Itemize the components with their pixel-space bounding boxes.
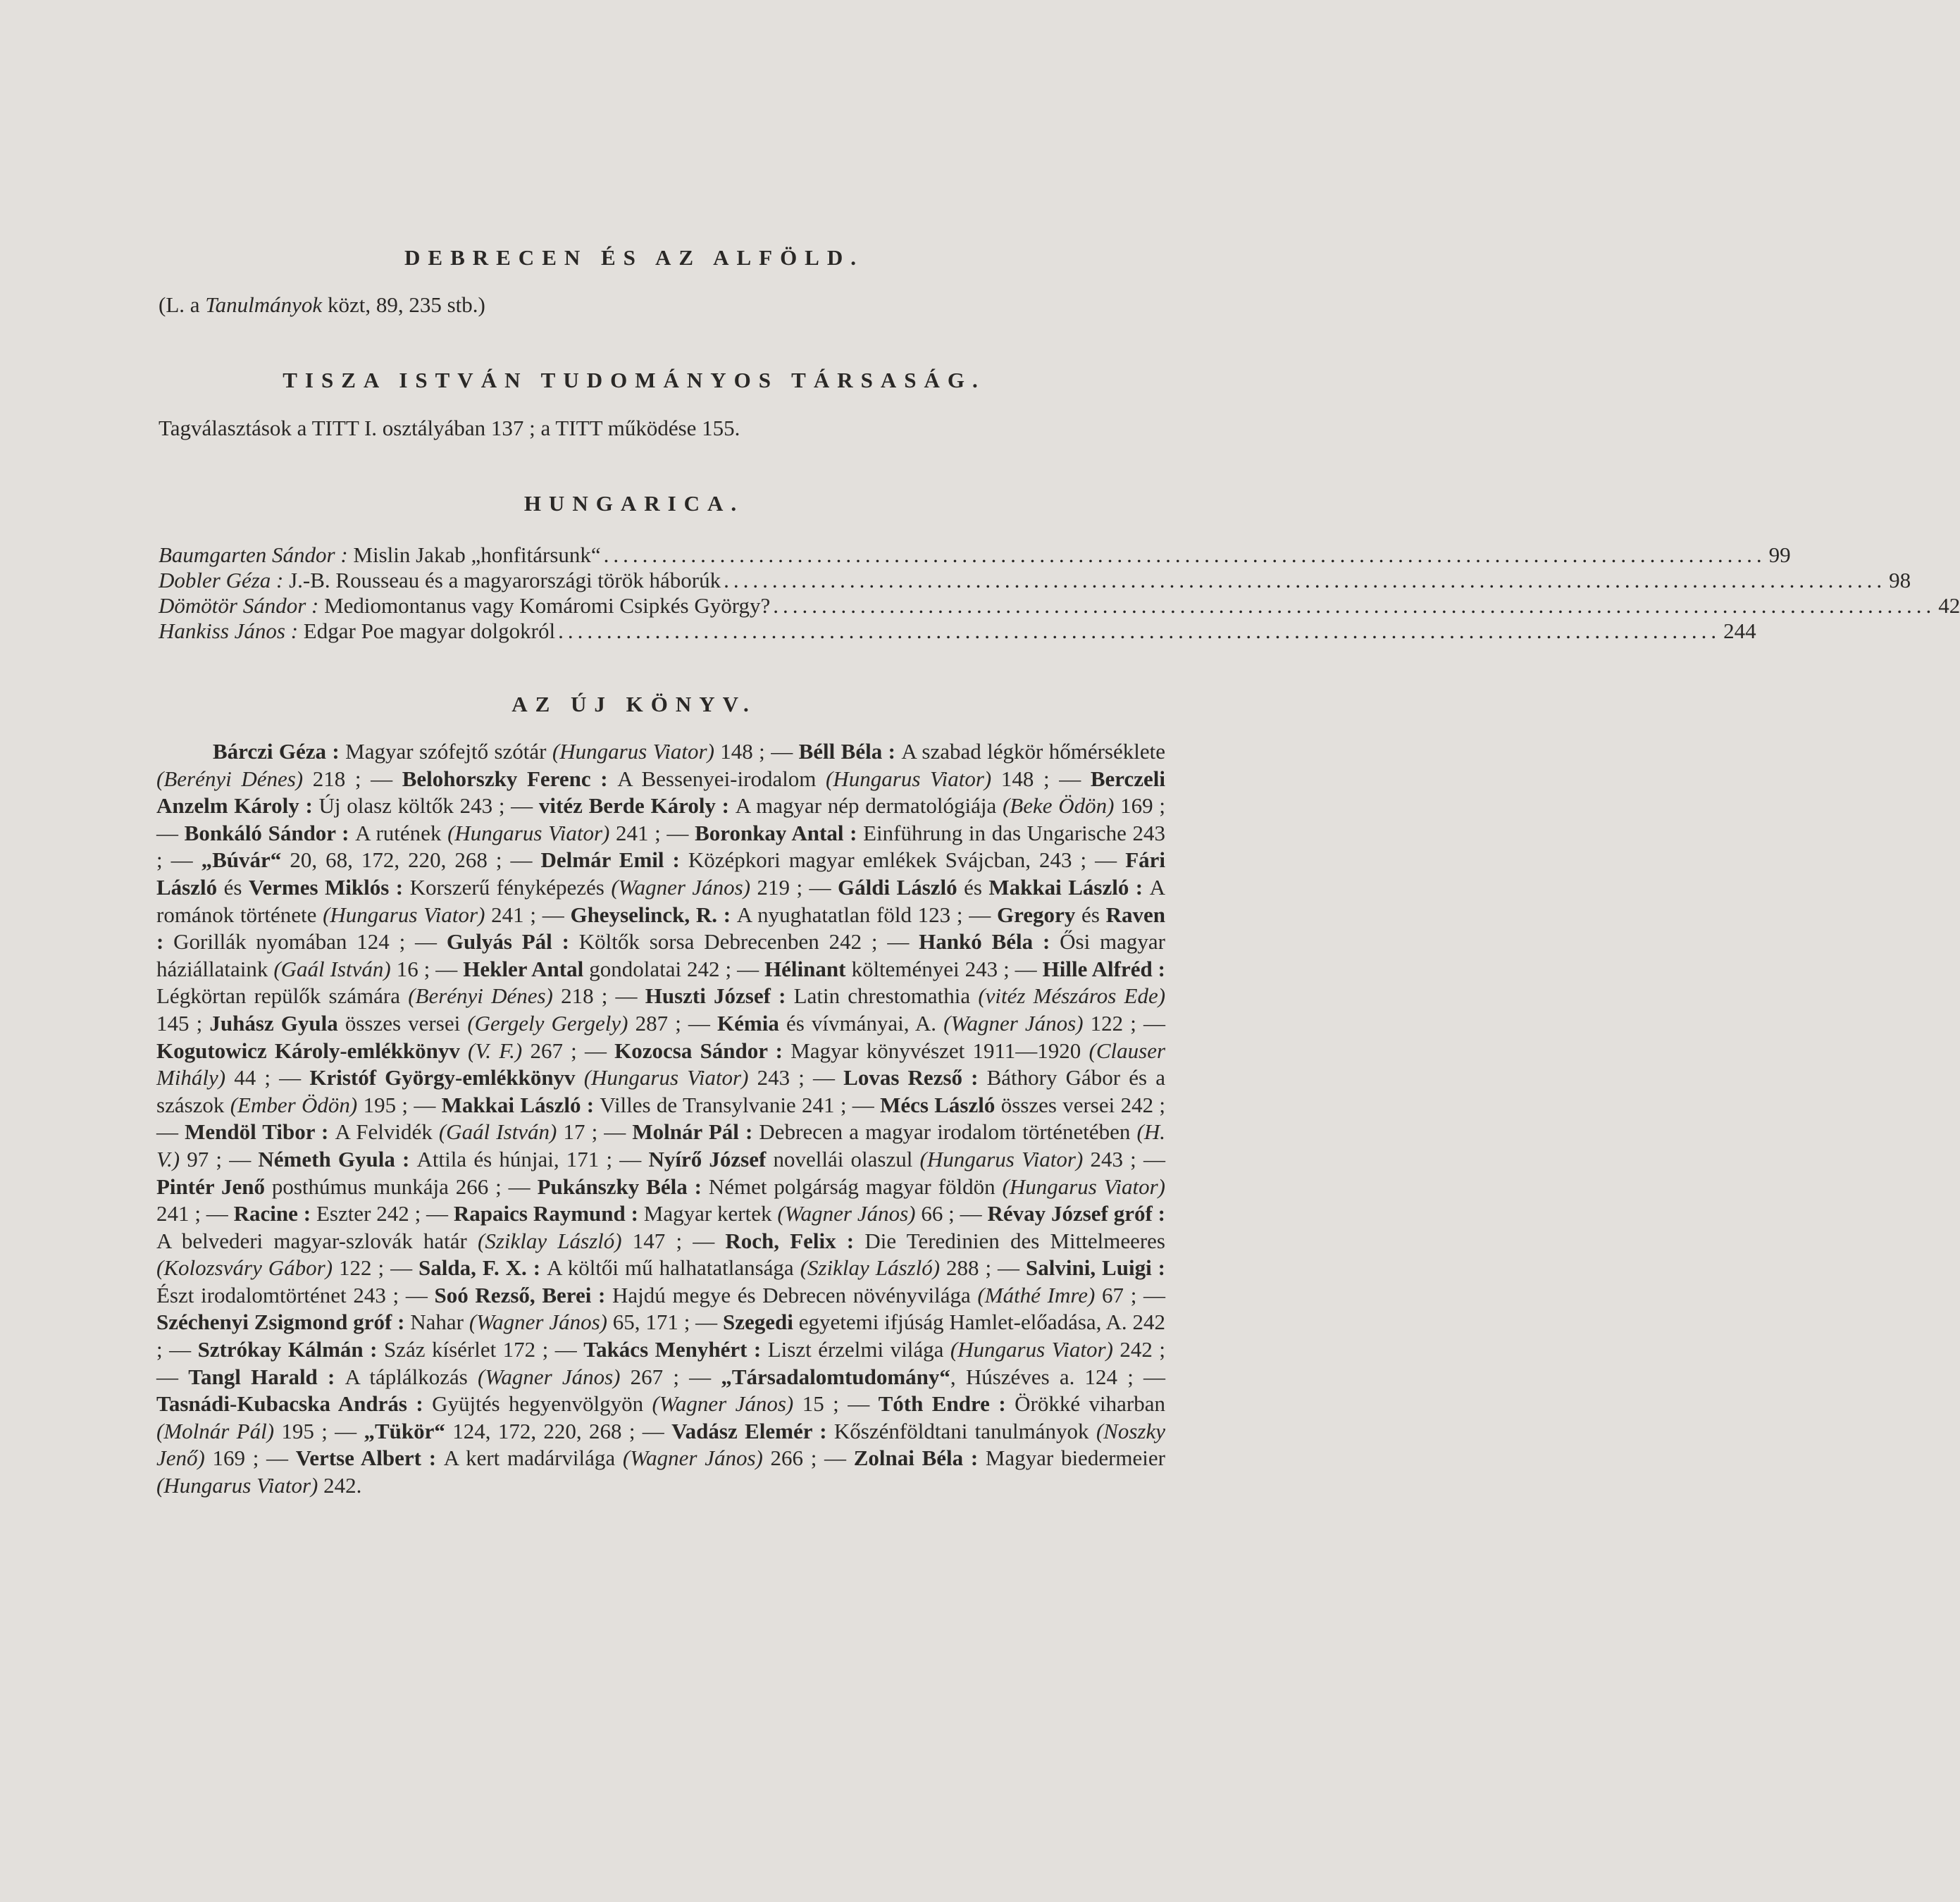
reviewer-name: (Gergely Gergely) — [467, 1010, 628, 1036]
reviewer-name: (Wagner János) — [652, 1391, 794, 1417]
review-text: 124, 172, 220, 268 ; — — [445, 1418, 672, 1443]
hungarica-entry — [159, 568, 1911, 593]
review-text: A románok története — [156, 874, 1165, 927]
review-author: „Búvár“ — [201, 847, 282, 873]
review-author: Soó Rezső, Berei : — [434, 1282, 613, 1307]
review-text: 67 ; — — [1095, 1282, 1166, 1307]
review-text: 241 ; — — [609, 820, 695, 845]
review-author: Makkai László : — [441, 1092, 600, 1117]
review-text: és — [1075, 902, 1106, 927]
review-text: Magyar könyvészet 1911—1920 — [790, 1038, 1089, 1063]
review-text: Báthory Gábor és a szászok — [156, 1065, 1165, 1117]
review-author: Mécs László — [880, 1092, 995, 1117]
hungarica-list — [159, 542, 1960, 644]
reviewer-name: (Gaál István) — [273, 956, 391, 981]
review-text: Gyüjtés hegyenvölgyön — [432, 1391, 652, 1417]
review-author: Hélinant — [764, 956, 846, 981]
reviewer-name: (H. V.) — [156, 1119, 1165, 1171]
review-text: 97 ; — — [180, 1146, 259, 1171]
review-text: Die Teredinien des Mittelmeeres — [864, 1228, 1165, 1253]
hungarica-title: Edgar Poe magyar dolgokról — [298, 619, 556, 643]
note-debrecen-text: (L. a Tanulmányok közt, 89, 235 stb.) — [159, 292, 485, 317]
review-text: 145 ; — [156, 1010, 210, 1036]
hungarica-entry — [159, 593, 1960, 619]
leader-dots: ........................................................................................................................ — [558, 619, 1721, 643]
reviewer-name: (vitéz Mészáros Ede) — [978, 983, 1166, 1009]
review-text: Költők sorsa Debrecenben 242 ; — — [578, 929, 919, 955]
hungarica-entry — [159, 542, 1791, 568]
review-text: Debrecen a magyar irodalom történetében — [759, 1119, 1137, 1145]
review-author: Kozocsa Sándor : — [614, 1038, 791, 1063]
review-author: Huszti József : — [645, 983, 794, 1009]
review-text: Liszt érzelmi világa — [767, 1337, 950, 1362]
review-text: 288 ; — — [940, 1255, 1026, 1281]
review-text: Kőszénföldtani tanulmányok — [833, 1418, 1096, 1443]
review-text: 20, 68, 172, 220, 268 ; — — [281, 847, 541, 873]
reviewer-name: (Hungarus Viator) — [323, 902, 485, 927]
review-text: Latin chrestomathia — [793, 983, 979, 1009]
review-text: 15 ; — — [793, 1391, 879, 1417]
reviewer-name: (Hungarus Viator) — [552, 739, 714, 764]
review-text: 242 ; — — [156, 1337, 1165, 1389]
hungarica-entry-text — [159, 542, 601, 568]
reviewer-name: (Ember Ödön) — [230, 1092, 358, 1117]
review-text: gondolatai 242 ; — — [583, 956, 765, 981]
hungarica-page: 98 — [1889, 568, 1911, 592]
leader-dots: ........................................................................................................................ — [603, 542, 1766, 567]
review-text: 218 ; — — [303, 766, 402, 791]
review-text: 219 ; — — [750, 874, 838, 900]
review-text: A szabad légkör hőmérséklete — [901, 739, 1165, 764]
review-text: 242. — [318, 1473, 362, 1498]
review-author: Rapaics Raymund : — [453, 1201, 644, 1226]
review-text: 148 ; — — [991, 766, 1091, 791]
review-text: A belvederi magyar-szlovák határ — [156, 1228, 478, 1253]
review-author: Pintér Jenő — [156, 1174, 265, 1199]
review-text: Új olasz költők 243 ; — — [318, 793, 539, 819]
review-author: Hekler Antal — [463, 956, 584, 981]
review-text: és vívmányai, A. — [779, 1010, 944, 1036]
review-text: 65, 171 ; — — [607, 1310, 724, 1335]
hungarica-author: Dömötör Sándor : — [159, 593, 319, 618]
reviewer-name: (Berényi Dénes) — [408, 983, 553, 1009]
review-text: 16 ; — — [390, 956, 464, 981]
reviewer-name: (Clauser Mihály) — [156, 1038, 1166, 1090]
review-author: Takács Menyhért : — [583, 1337, 768, 1362]
review-author: Tasnádi-Kubacska András : — [156, 1391, 433, 1417]
hungarica-page: 244 — [1723, 619, 1756, 643]
review-text: Nahar — [410, 1310, 469, 1335]
review-author: Szegedi — [723, 1310, 793, 1335]
review-text: és — [957, 874, 989, 900]
review-text: 195 ; — — [274, 1418, 364, 1443]
review-author: Fári László — [156, 847, 1165, 900]
hungarica-title: J.-B. Rousseau és a magyarországi török háborúk — [283, 568, 721, 592]
review-text: A költői mű halhatatlansága — [547, 1255, 800, 1281]
book-review-list — [156, 738, 1165, 1500]
review-text: 241 ; — — [156, 1201, 234, 1226]
review-text: 267 ; — — [522, 1038, 615, 1063]
leader-dots: ........................................................................................................................ — [773, 593, 1936, 618]
reviewer-name: (Sziklay László) — [800, 1255, 941, 1281]
review-text: egyetemi ifjúság Hamlet-előadása, A. 242 ; — — [156, 1310, 1166, 1362]
reviewer-name: (Wagner János) — [611, 874, 751, 900]
review-text: posthúmus munkája 266 ; — — [264, 1174, 538, 1199]
review-text: Magyar szófejtő szótár — [345, 739, 552, 764]
note-debrecen — [159, 292, 485, 318]
review-author: Kristóf György-emlékkönyv — [309, 1065, 576, 1090]
hungarica-entry-text — [159, 619, 555, 644]
review-author: Zolnai Béla : — [853, 1446, 986, 1471]
review-text: Középkori magyar emlékek Svájcban, 243 ; — — [688, 847, 1126, 873]
hungarica-author: Dobler Géza : — [159, 568, 284, 592]
hungarica-entry — [159, 619, 1756, 644]
review-author: Molnár Pál : — [632, 1119, 759, 1145]
review-text: 122 ; — — [1083, 1010, 1165, 1036]
review-text: Villes de Transylvanie 241 ; — — [600, 1092, 881, 1117]
hungarica-page: 99 — [1768, 542, 1791, 567]
review-text: 44 ; — — [225, 1065, 310, 1090]
note-tisza: Tagválasztások a TITT I. osztályában 137 ; a TITT működése 155. — [159, 416, 740, 440]
review-text: Légkörtan repülők számára — [156, 983, 409, 1009]
review-author: vitéz Berde Károly : — [538, 793, 736, 819]
review-text: Magyar biedermeier — [985, 1446, 1165, 1471]
review-author: „Tükör“ — [364, 1418, 445, 1443]
review-author: Gáldi László — [838, 874, 957, 900]
review-author: Tangl Harald : — [188, 1364, 345, 1389]
review-text — [460, 1038, 468, 1063]
review-author: Racine : — [233, 1201, 316, 1226]
review-text: Magyar kertek — [643, 1201, 778, 1226]
review-text: Einführung in das Ungarische 243 ; — — [156, 820, 1165, 873]
reviewer-name: (V. F.) — [468, 1038, 523, 1063]
review-author: Németh Gyula : — [258, 1146, 417, 1171]
reviewer-name: (Hungarus Viator) — [919, 1146, 1084, 1171]
reviewer-name: (Molnár Pál) — [156, 1418, 275, 1443]
review-text: 169 ; — — [156, 793, 1165, 845]
review-text: Ősi magyar háziállataink — [156, 929, 1165, 981]
heading-uj-konyv: AZ ÚJ KÖNYV. — [511, 692, 757, 716]
review-text: A Felvidék — [335, 1119, 439, 1145]
reviewer-name: (Wagner János) — [943, 1010, 1084, 1036]
review-author: Pukánszky Béla : — [537, 1174, 709, 1199]
review-author: Belohorszky Ferenc : — [402, 766, 618, 791]
reviewer-name: (Hungarus Viator) — [447, 820, 610, 845]
reviewer-name: (Gaál István) — [438, 1119, 557, 1145]
review-author: Bonkáló Sándor : — [184, 820, 356, 845]
reviewer-name: (Hungarus Viator) — [156, 1473, 318, 1498]
review-author: Mendöl Tibor : — [185, 1119, 335, 1145]
review-author: Vermes Miklós : — [248, 874, 410, 900]
review-text: Gorillák nyomában 124 ; — — [173, 929, 447, 955]
review-text: költeményei 243 ; — — [845, 956, 1043, 981]
review-author: Sztrókay Kálmán : — [197, 1337, 384, 1362]
review-author: Bárczi Géza : — [213, 739, 346, 764]
review-author: Roch, Felix : — [725, 1228, 865, 1253]
reviewer-name: (Beke Ödön) — [1002, 793, 1115, 819]
review-text: Száz kísérlet 172 ; — — [383, 1337, 584, 1362]
review-text: 266 ; — — [762, 1446, 854, 1471]
reviewer-name: (Noszky Jenő) — [156, 1418, 1165, 1471]
review-author: Hille Alfréd : — [1042, 956, 1165, 981]
hungarica-entry-text — [159, 568, 721, 593]
review-text: 243 ; — — [1083, 1146, 1165, 1171]
review-text: A Bessenyei-irodalom — [617, 766, 826, 791]
review-text: Korszerű fényképezés — [409, 874, 612, 900]
review-author: Boronkay Antal : — [695, 820, 864, 845]
review-author: Tóth Endre : — [878, 1391, 1015, 1417]
review-author: Vertse Albert : — [295, 1446, 444, 1471]
review-text: 287 ; — — [628, 1010, 718, 1036]
review-text: Attila és húnjai, 171 ; — — [416, 1146, 649, 1171]
review-author: Delmár Emil : — [540, 847, 688, 873]
review-text: 243 ; — — [748, 1065, 844, 1090]
reviewer-name: (Sziklay László) — [478, 1228, 622, 1253]
reviewer-name: (Kolozsváry Gábor) — [156, 1255, 333, 1281]
leader-dots: ........................................................................................................................ — [724, 568, 1887, 592]
heading-hungarica: HUNGARICA. — [523, 491, 745, 516]
reviewer-name: (Wagner János) — [478, 1364, 621, 1389]
heading-tisza: TISZA ISTVÁN TUDOMÁNYOS TÁRSASÁG. — [283, 368, 986, 392]
review-author: Makkai László : — [988, 874, 1150, 900]
review-author: „Társadalomtudomány“ — [721, 1364, 950, 1389]
hungarica-page: 42 — [1938, 593, 1960, 618]
review-author: Gulyás Pál : — [446, 929, 579, 955]
review-author: Révay József gróf : — [987, 1201, 1165, 1226]
review-text: 195 ; — — [357, 1092, 442, 1117]
review-text: A nyughatatlan föld 123 ; — — [736, 902, 997, 927]
review-author: Lovas Rezső : — [843, 1065, 987, 1090]
review-author: Berczeli Anzelm Károly : — [156, 766, 1165, 819]
review-author: Széchenyi Zsigmond gróf : — [156, 1310, 411, 1335]
review-text: A kert madárvilága — [443, 1446, 623, 1471]
heading-debrecen: DEBRECEN ÉS AZ ALFÖLD. — [404, 245, 864, 270]
review-text: 241 ; — — [485, 902, 571, 927]
review-author: Hankó Béla : — [919, 929, 1060, 955]
reviewer-name: (Berényi Dénes) — [156, 766, 304, 791]
reviewer-name: (Wagner János) — [469, 1310, 607, 1335]
hungarica-title: Mislin Jakab „honfitársunk“ — [347, 542, 601, 567]
review-text: novellái olaszul — [766, 1146, 920, 1171]
review-text: és — [217, 874, 249, 900]
review-author: Juhász Gyula — [209, 1010, 338, 1036]
review-text — [576, 1065, 584, 1090]
hungarica-author: Hankiss János : — [159, 619, 299, 643]
review-text: 148 ; — — [714, 739, 799, 764]
book-review-paragraph — [156, 738, 1165, 1500]
review-text: 169 ; — — [204, 1446, 296, 1471]
review-author: Salda, F. X. : — [418, 1255, 547, 1281]
review-text: A magyar nép dermatológiája — [735, 793, 1003, 819]
review-text: 147 ; — — [621, 1228, 726, 1253]
review-author: Gheyselinck, R. : — [570, 902, 737, 927]
hungarica-author: Baumgarten Sándor : — [159, 542, 348, 567]
reviewer-name: (Wagner János) — [622, 1446, 763, 1471]
review-text: 122 ; — — [333, 1255, 419, 1281]
reviewer-name: (Hungarus Viator) — [583, 1065, 749, 1090]
reviewer-name: (Hungarus Viator) — [950, 1337, 1113, 1362]
review-text: összes versei — [337, 1010, 468, 1036]
review-author: Raven : — [156, 902, 1165, 955]
reviewer-name: (Hungarus Viator) — [826, 766, 992, 791]
reviewer-name: (Máthé Imre) — [977, 1282, 1096, 1307]
review-text: Eszter 242 ; — — [316, 1201, 454, 1226]
review-text: , Húszéves a. 124 ; — — [950, 1364, 1166, 1389]
review-text: 267 ; — — [620, 1364, 721, 1389]
review-author: Vadász Elemér : — [671, 1418, 834, 1443]
reviewer-name: (Wagner János) — [777, 1201, 916, 1226]
review-author: Béll Béla : — [798, 739, 902, 764]
review-author: Gregory — [996, 902, 1076, 927]
review-author: Kogutowicz Károly-emlékkönyv — [156, 1038, 460, 1063]
review-author: Salvini, Luigi : — [1026, 1255, 1165, 1281]
review-text: Észt irodalomtörténet 243 ; — — [156, 1282, 435, 1307]
review-text: 218 ; — — [552, 983, 645, 1009]
review-text: összes versei 242 ; — — [156, 1092, 1166, 1145]
reviewer-name: (Hungarus Viator) — [1002, 1174, 1165, 1199]
review-author: Nyírő József — [648, 1146, 767, 1171]
review-text: 17 ; — — [557, 1119, 633, 1145]
hungarica-title: Mediomontanus vagy Komáromi Csipkés György? — [318, 593, 771, 618]
review-author: Kémia — [717, 1010, 779, 1036]
hungarica-entry-text — [159, 593, 770, 619]
review-text: 66 ; — — [915, 1201, 988, 1226]
review-text: A táplálkozás — [345, 1364, 478, 1389]
review-text: Hajdú megye és Debrecen növényvilága — [612, 1282, 978, 1307]
review-text: A rutének — [355, 820, 448, 845]
review-text: Német polgárság magyar földön — [708, 1174, 1003, 1199]
review-text: Örökké viharban — [1015, 1391, 1165, 1417]
